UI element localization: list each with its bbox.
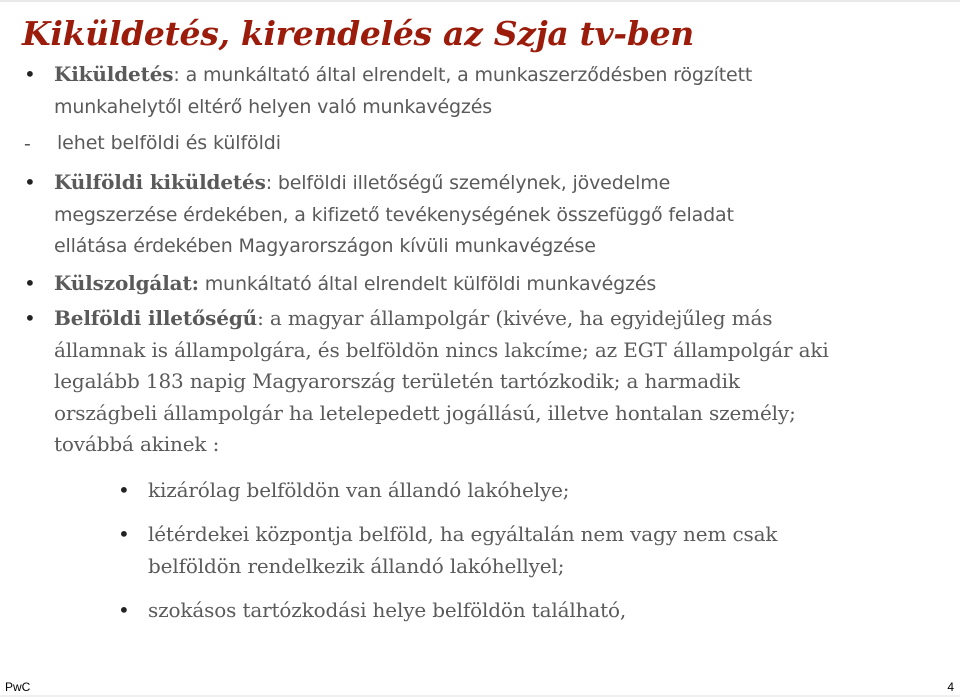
note-belfoldi-kulfoldi: lehet belföldi és külföldi — [57, 132, 281, 154]
definition-kikuldetes: Kiküldetés: a munkáltató által elrendelt, a munkaszerződésben rögzített munkahelytől eltérő helyen való munkavégzés — [54, 62, 753, 118]
sub-item-letérdekei: létérdekei központja belföld, ha egyáltalán nem vagy nem csak belföldön rendelkezik állandó lakóhellyel; — [148, 522, 778, 578]
definition-kulfoldi-kikuldetes: Külföldi kiküldetés: belföldi illetőségű személynek, jövedelme megszerzése érdekében, a kifizető tevékenységének összefüggő feladat ellátása érdekében Magyarországon kívüli munkavégzése — [54, 170, 734, 257]
definition-belfoldi-illetosegu: Belföldi illetőségű: a magyar állampolgár (kivéve, ha egyidejűleg más államnak is állampolgára, és belföldön nincs lakcíme; az EGT állampolgár aki legalább 183 napig Magyarország területén tartózkodik; a harmadik országbeli állampolgár ha letelepedett jogállású, illetve hontalan személy; továbbá akinek : — [54, 306, 829, 456]
bullet-icon: • — [24, 306, 36, 330]
bullet-icon: • — [24, 271, 36, 295]
page-number: 4 — [947, 680, 954, 694]
definition-kulszolgalat: Külszolgálat: munkáltató által elrendelt külföldi munkavégzés — [54, 271, 657, 295]
bullet-icon: • — [24, 62, 36, 86]
sub-item-lakohely: kizárólag belföldön van állandó lakóhelye; — [148, 478, 570, 502]
term-kulfoldi-kikuldetes: Külföldi kiküldetés — [54, 170, 266, 194]
term-kikuldetes: Kiküldetés — [54, 62, 174, 86]
term-belfoldi-illetosegu: Belföldi illetőségű — [54, 306, 258, 330]
bullet-icon: • — [24, 170, 36, 194]
sub-item-tartozkodasi-hely: szokásos tartózkodási helye belföldön található, — [148, 598, 627, 622]
sub-bullet-icon: • — [118, 478, 130, 502]
sub-bullet-icon: • — [118, 522, 130, 546]
dash-icon: - — [24, 131, 31, 155]
term-kulszolgalat: Külszolgálat: — [54, 271, 199, 295]
sub-bullet-icon: • — [118, 598, 130, 622]
top-divider — [0, 0, 960, 2]
slide-title: Kiküldetés, kirendelés az Szja tv-ben — [22, 14, 694, 53]
footer-brand: PwC — [5, 680, 31, 694]
